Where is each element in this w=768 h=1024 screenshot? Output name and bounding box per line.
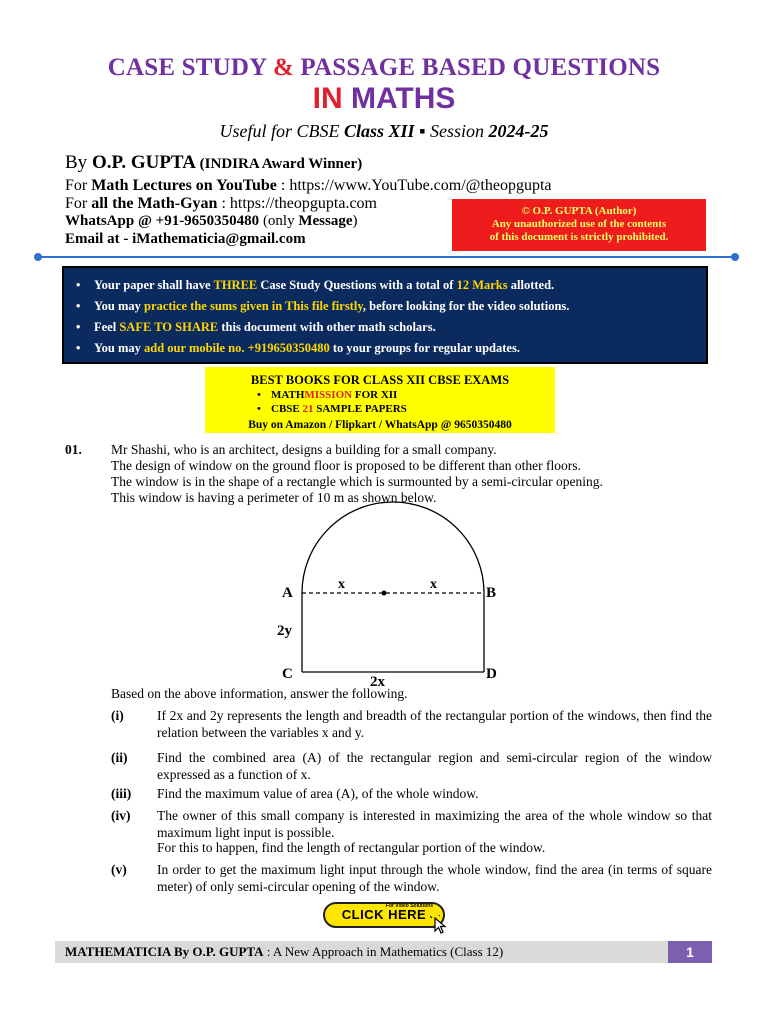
question-number: 01.: [65, 442, 82, 457]
label-c: C: [282, 666, 293, 682]
copyright-line-3: of this document is strictly prohibited.: [489, 231, 669, 243]
video-solutions-tag: For Video Solutions: [385, 903, 433, 909]
whatsapp-number[interactable]: WhatsApp @ +91-9650350480: [65, 213, 260, 229]
copyright-notice: [452, 199, 706, 251]
cursor-click-icon: [430, 915, 450, 935]
page-footer: [55, 941, 712, 963]
divider-dot-right: [731, 253, 739, 261]
footer-tagline: : A New Approach in Mathematics (Class 12): [263, 944, 504, 959]
book-item: • CBSE 21 SAMPLE PAPERS: [257, 403, 407, 415]
info-highlight: SAFE TO SHARE: [119, 320, 219, 334]
subtitle-mid: ▪ Session: [414, 121, 489, 141]
semicircle-arc: [302, 502, 484, 593]
title-text-1: CASE STUDY: [107, 54, 273, 81]
question-paragraph: The window is in the shape of a rectangle which is surmounted by a semi-circular opening.: [111, 474, 603, 489]
window-diagram: [270, 500, 510, 695]
author-by: By: [65, 152, 92, 173]
books-title: BEST BOOKS FOR CLASS XII CBSE EXAMS: [250, 373, 510, 387]
info-text: to your groups for regular updates.: [329, 341, 520, 355]
copyright-line-2: Any unauthorized use of the contents: [491, 218, 667, 230]
info-text: this document with other math scholars.: [218, 320, 436, 334]
info-item: [76, 317, 696, 338]
info-text: You may: [94, 341, 145, 355]
label-2y: 2y: [277, 623, 292, 639]
subquestion-label: (ii): [111, 750, 128, 765]
click-here-label: CLICK HERE: [341, 907, 427, 922]
info-text: allotted.: [507, 278, 555, 292]
book-text: FOR XII: [352, 389, 398, 401]
author-name: O.P. GUPTA: [91, 152, 196, 173]
info-text: Your paper shall have: [94, 278, 214, 292]
subquestion-label: (iii): [111, 786, 132, 801]
question-paragraph: Mr Shashi, who is an architect, designs a building for a small company.: [111, 442, 497, 457]
info-item: [76, 296, 696, 317]
author-line: [65, 152, 362, 174]
footer-brand: MATHEMATICIA By O.P. GUPTA: [65, 944, 264, 959]
divider-line: [38, 256, 735, 258]
whatsapp-line: [65, 213, 358, 230]
subquestion-label: (i): [111, 708, 124, 723]
youtube-label: Math Lectures on YouTube: [91, 177, 277, 194]
divider-dot-left: [34, 253, 42, 261]
book-text: SAMPLE PAPERS: [313, 403, 407, 415]
info-item: [76, 338, 696, 359]
title-maths: MATHS: [350, 82, 456, 115]
book-red-text: MISSION: [304, 389, 353, 401]
label-x-left: x: [338, 577, 345, 592]
question-lead: Based on the above information, answer the following.: [111, 686, 408, 701]
click-here-button[interactable]: [323, 902, 445, 928]
book-item: • MATHMISSION FOR XII: [257, 389, 398, 401]
info-text: , before looking for the video solutions.: [362, 299, 570, 313]
page-number: 1: [668, 941, 712, 963]
subtitle-session: 2024-25: [488, 121, 549, 141]
main-title: [0, 54, 768, 82]
subquestion-text: If 2x and 2y represents the length and breadth of the rectangular portion of the windows, then find the relation between the variables x and y.: [157, 708, 712, 740]
info-highlight: practice the sums given in This file firstly: [144, 299, 363, 313]
best-books-box[interactable]: [205, 367, 555, 433]
info-highlight: 12 Marks: [456, 278, 508, 292]
author-award: (INDIRA Award Winner): [195, 156, 363, 172]
footer-text: [65, 944, 503, 960]
title-in-maths: [0, 82, 768, 116]
copyright-line-1: © O.P. GUPTA (Author): [521, 205, 637, 217]
title-in: IN: [312, 82, 343, 115]
info-highlight: add our mobile no. +919650350480: [144, 341, 330, 355]
whatsapp-message: Message: [298, 213, 353, 229]
books-buy-line: Buy on Amazon / Flipkart / WhatsApp @ 9650350480: [248, 419, 512, 431]
info-highlight: THREE: [213, 278, 258, 292]
title-ampersand: &: [272, 54, 294, 81]
label-x-right: x: [430, 577, 437, 592]
question-paragraph: The design of window on the ground floor is proposed to be different than other floors.: [111, 458, 581, 473]
subquestion-text: The owner of this small company is interested in maximizing the area of the whole window so that maximum light input is possible.: [157, 808, 712, 840]
label-2x: 2x: [370, 674, 385, 690]
website-link[interactable]: : https://theopgupta.com: [217, 195, 377, 212]
whatsapp-mid: (only: [259, 213, 299, 229]
book-red-text: 21: [302, 403, 314, 415]
website-label: all the Math-Gyan: [91, 195, 218, 212]
whatsapp-end: ): [352, 213, 358, 229]
info-item: [76, 275, 696, 296]
info-text: Feel: [94, 320, 120, 334]
email-line: [65, 231, 306, 248]
subquestion-text: In order to get the maximum light input through the whole window, find the area (in terms of square meter) of only semi-circular opening of the window.: [157, 862, 712, 894]
youtube-link[interactable]: : https://www.YouTube.com/@theopgupta: [276, 177, 552, 194]
subtitle-class: Class XII: [344, 121, 415, 141]
info-box: [62, 266, 708, 364]
website-line: [65, 195, 377, 213]
info-text: Case Study Questions with a total of: [257, 278, 457, 292]
title-text-2: PASSAGE BASED QUESTIONS: [293, 54, 661, 81]
subtitle: [0, 121, 768, 142]
question-paragraph: This window is having a perimeter of 10 m as shown below.: [111, 490, 437, 505]
email-link[interactable]: Email at - iMathematicia@gmail.com: [65, 231, 306, 247]
book-text: MATH: [271, 389, 305, 401]
subquestion-text: Find the combined area (A) of the rectangular region and semi-circular region of the window expressed as a function of x.: [157, 750, 712, 782]
subquestion-label: (iv): [111, 808, 131, 823]
label-b: B: [486, 585, 497, 601]
info-text: You may: [94, 299, 145, 313]
book-text: CBSE: [271, 403, 303, 415]
youtube-line: [65, 177, 552, 195]
website-pre: For: [65, 195, 92, 212]
center-point: [382, 591, 387, 596]
subtitle-pre: Useful for CBSE: [219, 121, 345, 141]
label-a: A: [282, 585, 293, 601]
subquestion-text: Find the maximum value of area (A), of the whole window.: [157, 786, 479, 801]
subquestion-text: For this to happen, find the length of rectangular portion of the window.: [157, 840, 546, 855]
subquestion-label: (v): [111, 862, 127, 877]
label-d: D: [486, 666, 497, 682]
youtube-pre: For: [65, 177, 92, 194]
